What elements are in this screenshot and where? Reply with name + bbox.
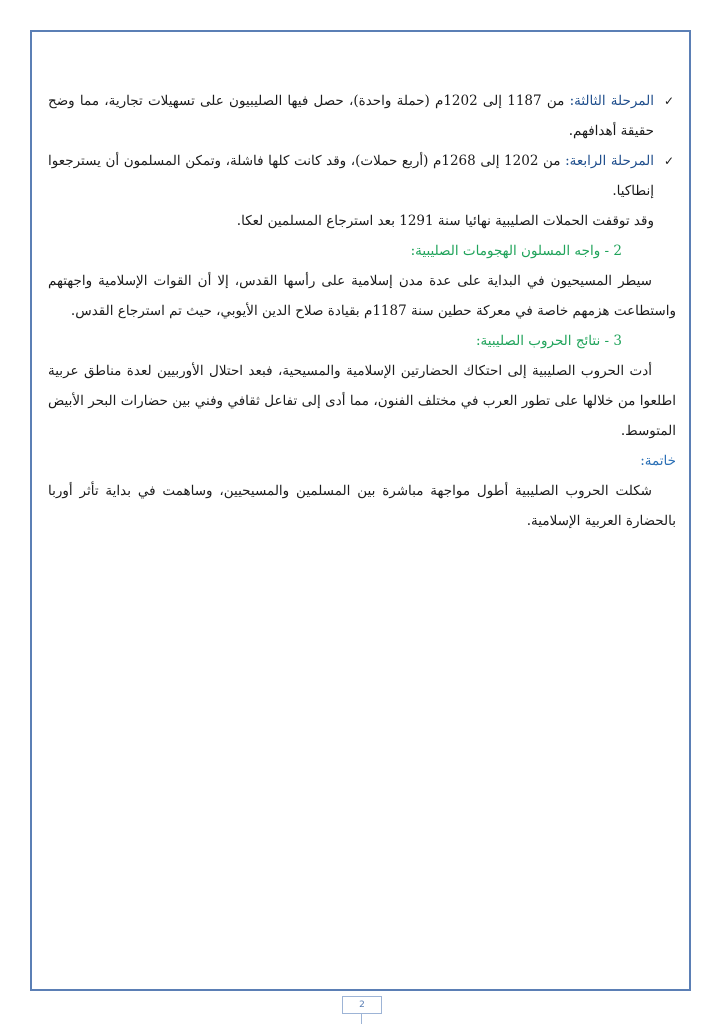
phase-4-text: من 1202 إلى 1268م (أربع حملات)، وقد كانت كلها فاشلة، وتمكن المسلمون أن يسترجعوا إنطاكيا. [48, 153, 654, 199]
conclusion-paragraph: شكلت الحروب الصليبية أطول مواجهة مباشرة بين المسلمين والمسيحيين، وساهمت في بداية تأثر أوربا بالحضارة العربية الإسلامية. [48, 483, 676, 529]
section-3-paragraph: أدت الحروب الصليبية إلى احتكاك الحضارتين الإسلامية والمسيحية، فبعد احتلال الأوربيين لعدة مناطق عربية اطلعوا من خلالها على تطور العرب في مختلف الفنون، مما أدى إلى تفاعل ثقافي وفني بين حضارات البحر الأبيض المتوسط. [48, 363, 676, 439]
conclusion-heading: خاتمة: [640, 453, 676, 469]
crusades-end-text: وقد توقفت الحملات الصليبية نهائيا سنة 1291 بعد استرجاع المسلمين لعكا. [236, 213, 654, 229]
page-number: 2 [342, 996, 382, 1014]
check-icon: ✓ [663, 154, 674, 168]
check-icon: ✓ [663, 94, 674, 108]
phase-3-text: من 1187 إلى 1202م (حملة واحدة)، حصل فيها الصليبيون على تسهيلات تجارية، مما وضح حقيقة أهدافهم. [48, 93, 654, 139]
phase-4-label: المرحلة الرابعة: [565, 153, 654, 169]
bullet-phase-4 [48, 146, 676, 206]
section-2-heading: 2 - واجه المسلون الهجومات الصليبية: [410, 243, 622, 259]
section-3-heading: 3 - نتائج الحروب الصليبية: [475, 333, 622, 349]
phase-3-label: المرحلة الثالثة: [569, 93, 654, 109]
document-body [48, 86, 676, 536]
section-2-paragraph: سيطر المسيحيون في البداية على عدة مدن إسلامية على رأسها القدس، إلا أن القوات الإسلامية واجهتهم واستطاعت هزمهم خاصة في معركة حطين سنة 1187م بقيادة صلاح الدين الأيوبي، حيث تم استرجاع القدس. [48, 273, 676, 319]
page-number-stem [361, 1014, 362, 1024]
bullet-phase-3 [48, 86, 676, 146]
